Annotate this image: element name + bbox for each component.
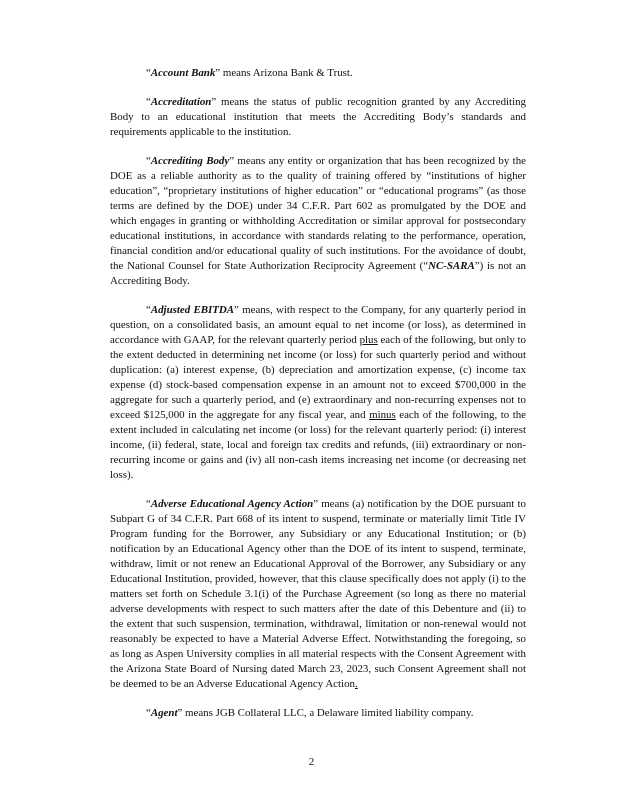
underlined-text: . <box>354 678 358 690</box>
defined-term: Agent <box>150 707 178 719</box>
definition-text: “ <box>146 67 151 79</box>
definition-text: “ <box>146 707 151 719</box>
definition-text: ” means any entity or organization that has been recognized by the DOE as a reliable authority as to the quality of training offered by “institutions of higher education”, “proprietary institutions of higher education” or “educational programs” (as those terms are defined by the DOE) under 34 C.F.R. Part 602 as promulgated by the DOE and which engages in granting or withholding Accreditation or similar approval for postsecondary educational institutions, in accordance with standards relating to the performance, operation, financial condition and/or educational quality of such institutions. For the avoidance of doubt, the National Counsel for State Authorization Reciprocity Agreement (“ <box>110 155 526 272</box>
definition-accreditation <box>110 95 526 140</box>
definition-text: ”) is not an Accrediting Body. <box>110 260 526 287</box>
defined-term: Accrediting Body <box>150 155 230 167</box>
page-number: 2 <box>308 756 315 768</box>
defined-term: Accreditation <box>150 96 212 108</box>
definition-adjusted-ebitda <box>110 303 526 483</box>
definition-text: ” means (a) notification by the DOE pursuant to Subpart G of 34 C.F.R. Part 668 of its intent to suspend, terminate or materially limit Title IV Program funding for the Borrower, any Subsidiary or any Educational Institution; or (b) notification by an Educational Agency other than the DOE of its intent to suspend, terminate, withdraw, limit or not renew an Educational Approval of the Borrower, any Subsidiary or any Educational Institution, provided, however, that this clause specifically does not apply (i) to the matters set forth on Schedule 3.1(i) of the Purchase Agreement (so long as there no material adverse developments with respect to such matters after the date of this Debenture and (ii) to the extent that such suspension, termination, withdrawal, limitation or non-renewal would not reasonably be expected to have a Material Adverse Effect. Notwithstanding the foregoing, so as long as Aspen University complies in all material respects with the Consent Agreement with the Arizona State Board of Nursing dated March 23, 2023, such Consent Agreement shall not be deemed to be an Adverse Educational Agency Action <box>110 498 526 690</box>
defined-term: Adverse Educational Agency Action <box>150 498 314 510</box>
definition-text: ” means the status of public recognition granted by any Accrediting Body to an educational institution that meets the Accrediting Body’s standards and requirements applicable to the institution. <box>110 96 526 138</box>
document-page <box>110 66 526 735</box>
definition-account-bank <box>110 66 526 81</box>
definition-adverse-educational-agency-action <box>110 497 526 692</box>
definition-text: “ <box>146 155 151 167</box>
definition-text: ” means JGB Collateral LLC, a Delaware limited liability company. <box>177 707 474 719</box>
definition-text: “ <box>146 498 151 510</box>
definition-agent <box>110 706 526 721</box>
underlined-text: minus <box>369 409 396 421</box>
definition-text: ” means Arizona Bank & Trust. <box>215 67 353 79</box>
definition-text: ” means, with respect to the Company, for any quarterly period in question, on a consolidated basis, an amount equal to net income (or loss), as determined in accordance with GAAP, for the relevant quarterly period <box>110 304 526 346</box>
definition-text: each of the following, to the extent included in calculating net income (or loss) for the relevant quarterly period: (i) interest income, (ii) federal, state, local and foreign tax credits and refunds, (iii) extraordinary or non-recurring income or gains and (iv) all non-cash items increasing net income (or decreasing net loss). <box>110 409 527 481</box>
definition-text: “ <box>146 304 151 316</box>
definition-text: “ <box>146 96 151 108</box>
underlined-text: plus <box>359 334 378 346</box>
definition-text: each of the following, but only to the extent deducted in determining net income (or loss) for such quarterly period and without duplication: (a) interest expense, (b) depreciation and amortization expense, (c) income tax expense (d) stock-based compensation expense in an amount not to exceed $700,000 in the aggregate for such a quarterly period, and (e) extraordinary and non-recurring expenses not to exceed $125,000 in the aggregate for any fiscal year, and <box>110 334 526 421</box>
definition-accrediting-body <box>110 154 526 289</box>
defined-term: NC-SARA <box>428 260 475 272</box>
defined-term: Adjusted EBITDA <box>150 304 235 316</box>
defined-term: Account Bank <box>150 67 216 79</box>
